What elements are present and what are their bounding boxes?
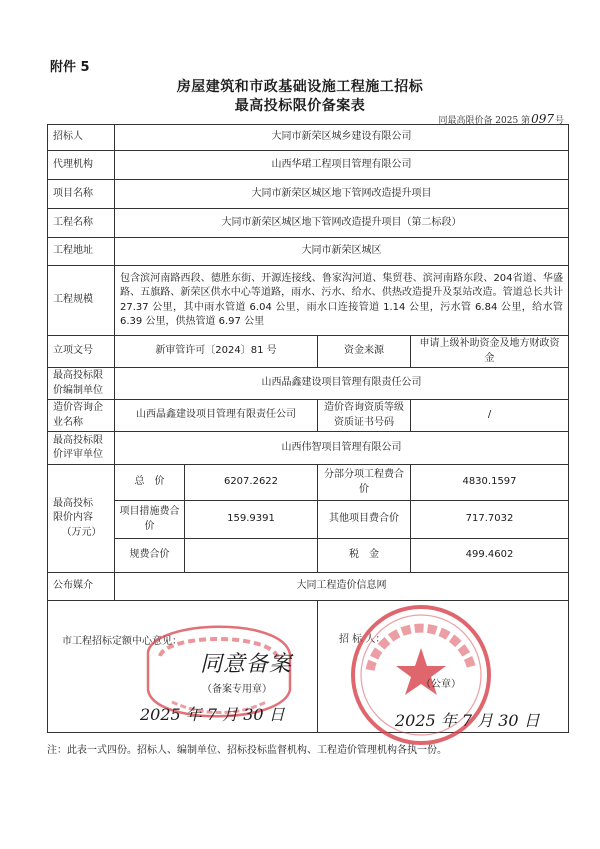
agent-label: 代理机构: [48, 151, 115, 180]
approval-value: 新审管许可〔2024〕81 号: [115, 336, 318, 368]
total-price-label: 总 价: [115, 465, 185, 501]
tenderer-date: 2025 年 7 月 30 日: [395, 711, 540, 730]
address-label: 工程地址: [48, 238, 115, 266]
price-content-label-1: 最高投标: [53, 497, 93, 509]
media-label: 公布媒介: [48, 573, 115, 601]
subitem-cost-label: 分部分项工程费合价: [318, 465, 411, 501]
fees-value: [185, 539, 318, 573]
attachment-label: 附件 5: [50, 60, 90, 75]
fees-label: 规费合价: [115, 539, 185, 573]
consult-label: 造价咨询企业名称: [48, 400, 115, 432]
work-name-value: 大同市新荣区城区地下管网改造提升项目（第二标段）: [115, 209, 569, 238]
address-value: 大同市新荣区城区: [115, 238, 569, 266]
scale-label: 工程规模: [48, 266, 115, 336]
measures-cost-value: 159.9391: [185, 501, 318, 539]
record-suffix: 号: [554, 116, 564, 126]
project-label: 项目名称: [48, 180, 115, 209]
document-title-line2: 最高投标限价备案表: [234, 98, 366, 114]
project-value: 大同市新荣区城区地下管网改造提升项目: [115, 180, 569, 209]
work-name-label: 工程名称: [48, 209, 115, 238]
center-opinion-label: 市工程招标定额中心意见：: [62, 636, 182, 647]
cert-value: /: [411, 400, 569, 432]
price-content-label-3: （万元）: [61, 526, 102, 538]
tenderer-sign-label: 招 标 人：: [339, 634, 386, 645]
other-cost-value: 717.7032: [411, 501, 569, 539]
center-date: 2025 年 7 月 30 日: [140, 705, 285, 724]
record-number-handwritten: 097: [531, 112, 554, 126]
center-opinion-handwritten: 同意备案: [200, 652, 293, 677]
compiler-value: 山西晶鑫建设项目管理有限责任公司: [115, 368, 569, 400]
other-cost-label: 其他项目费合价: [318, 501, 411, 539]
media-value: 大同工程造价信息网: [115, 573, 569, 601]
total-price-value: 6207.2622: [185, 465, 318, 501]
tax-label: 税 金: [318, 539, 411, 573]
cert-label: 造价咨询资质等级资质证书号码: [318, 400, 411, 432]
tenderer-label: 招标人: [48, 125, 115, 151]
center-stamp-note: （备案专用章）: [202, 684, 272, 695]
compiler-label: 最高投标限价编制单位: [48, 368, 115, 400]
fund-source-value: 申请上级补助资金及地方财政资金: [411, 336, 569, 368]
measures-cost-label: 项目措施费合价: [115, 501, 185, 539]
record-prefix: 同最高限价备 2025 第: [438, 116, 531, 126]
consult-value: 山西晶鑫建设项目管理有限责任公司: [115, 400, 318, 432]
fund-source-label: 资金来源: [318, 336, 411, 368]
tax-value: 499.4602: [411, 539, 569, 573]
approval-label: 立项文号: [48, 336, 115, 368]
subitem-cost-value: 4830.1597: [411, 465, 569, 501]
agent-value: 山西华珺工程项目管理有限公司: [115, 151, 569, 180]
tenderer-value: 大同市新荣区城乡建设有限公司: [115, 125, 569, 151]
price-content-label-2: 限价内容: [53, 512, 93, 524]
tenderer-stamp-note: （公章）: [421, 679, 461, 690]
reviewer-label: 最高投标限价评审单位: [48, 432, 115, 465]
reviewer-value: 山西伟智项目管理有限公司: [115, 432, 569, 465]
price-content-label: [48, 465, 115, 573]
scale-value: 包含滨河南路西段、德胜东街、开源连接线、鲁家沟河道、集贸巷、滨河南路东段、204省道、华盛路、五旗路、新荣区供水中心等道路，雨水、污水、给水、供热改造提升及泵站改造。管道总长共计 27.37 公里，其中雨水管道 6.04 公里，雨水口连接管道 1.14 公里，污水管 6.84 公里，给水管 6.39 公里，供热管道 6.97 公里: [115, 266, 569, 336]
document-title-line1: 房屋建筑和市政基础设施工程施工招标: [176, 79, 424, 95]
footnote: 注：此表一式四份。招标人、编制单位、招标投标监督机构、工程造价管理机构各执一份。: [47, 745, 447, 756]
